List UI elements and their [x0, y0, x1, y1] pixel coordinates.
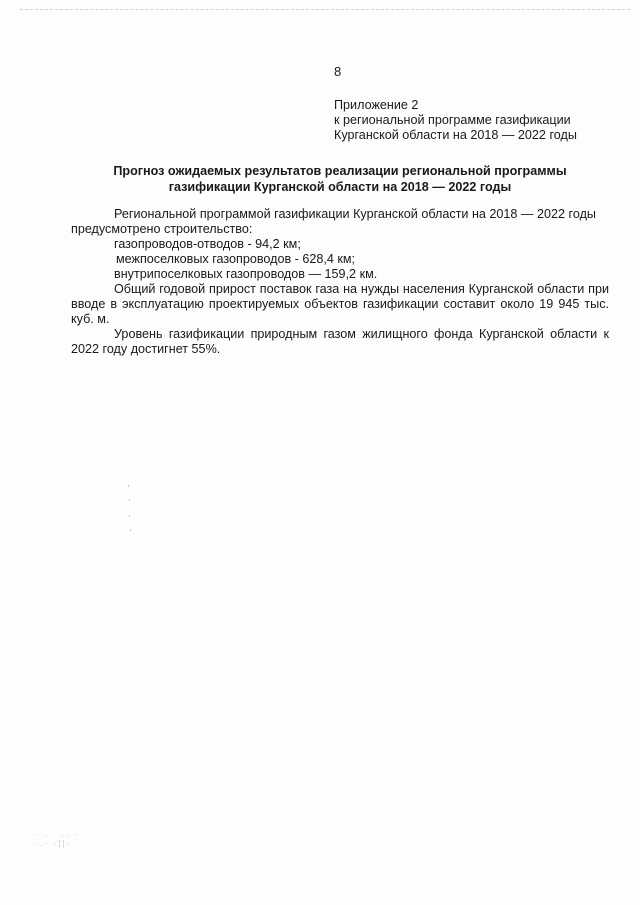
- scan-specks: [126, 485, 134, 535]
- appendix-line-1: Приложение 2: [334, 98, 419, 112]
- scan-artifact-line: [20, 9, 630, 10]
- document-title: [60, 163, 620, 195]
- appendix-line-3: Курганской области на 2018 — 2022 годы: [334, 128, 577, 142]
- list-item: газопроводов-отводов - 94,2 км;: [114, 237, 301, 251]
- list-item: внутрипоселковых газопроводов — 159,2 км.: [114, 267, 378, 281]
- intro-line-2: предусмотрено строительство:: [71, 222, 253, 236]
- title-line-1: Прогноз ожидаемых результатов реализации региональной программы: [113, 164, 567, 178]
- document-body: [71, 207, 609, 357]
- appendix-header: [334, 98, 577, 143]
- paragraph-intro: [71, 207, 609, 222]
- list-item: межпоселковых газопроводов - 628,4 км;: [116, 252, 356, 266]
- page-number: 8: [334, 64, 342, 79]
- title-line-2: газификации Курганской области на 2018 — 2022 годы: [168, 180, 512, 194]
- scan-noise-mark: · . .. · ·.· ·¦¦·: [36, 830, 80, 848]
- paragraph-gasification-level: Уровень газификации природным газом жилищного фонда Курганской области к 2022 году достигнет 55%.: [71, 327, 609, 356]
- intro-line-1: Региональной программой газификации Курганской области на 2018 — 2022 годы: [114, 207, 596, 221]
- paragraph-gas-supply: Общий годовой прирост поставок газа на нужды населения Курганской области при вводе в эксплуатацию проектируемых объектов газификации составит около 19 945 тыс. куб. м.: [71, 282, 609, 326]
- appendix-line-2: к региональной программе газификации: [334, 113, 571, 127]
